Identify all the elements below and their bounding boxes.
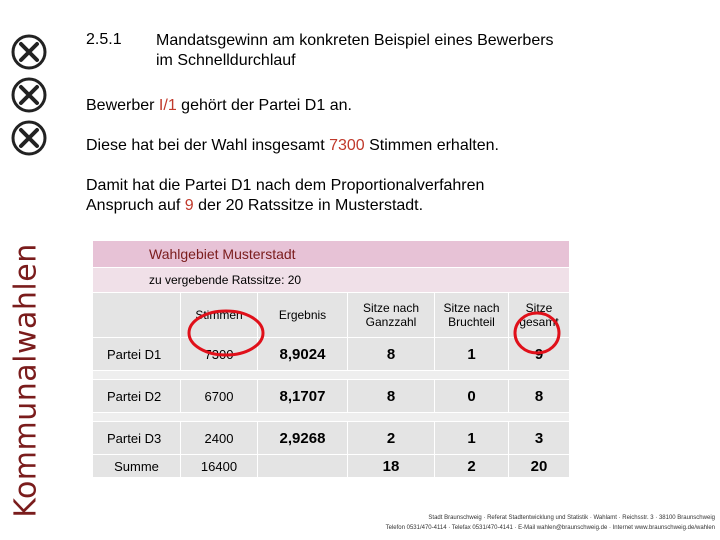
- col-header-ergebnis: Ergebnis: [278, 308, 327, 322]
- summe-stimmen: 16400: [181, 455, 258, 478]
- ergebnis-value: 2,9268: [258, 422, 348, 455]
- section-title-line2: im Schnelldurchlauf: [156, 52, 296, 69]
- stimmen-value: 6700: [181, 380, 258, 413]
- col-header-ganzzahl-l1: Sitze nach: [362, 301, 420, 315]
- ganzzahl-value: 8: [348, 338, 435, 371]
- para1-highlight: I/1: [158, 97, 177, 114]
- bruchteil-value: 0: [435, 380, 509, 413]
- col-header-stimmen: Stimmen: [195, 308, 243, 322]
- vertical-title: Kommunalwahlen: [8, 242, 44, 518]
- col-header-ganzzahl-l2: Ganzzahl: [365, 315, 417, 329]
- summe-ganzzahl: 18: [348, 455, 435, 478]
- party-name: Partei D1: [93, 338, 181, 371]
- stimmen-value: 7300: [181, 338, 258, 371]
- gesamt-value: 9: [509, 338, 570, 371]
- stimmen-value: 2400: [181, 422, 258, 455]
- section-number: 2.5.1: [86, 31, 122, 48]
- para2-highlight: 7300: [329, 137, 365, 154]
- para2-prefix: Diese hat bei der Wahl insgesamt: [86, 137, 330, 154]
- stimmen-highlight-circle: [189, 311, 263, 355]
- ergebnis-value: 8,1707: [258, 380, 348, 413]
- para3-line1: Damit hat die Partei D1 nach dem Proportionalverfahren: [86, 177, 485, 194]
- ergebnis-value: 8,9024: [258, 338, 348, 371]
- col-header-gesamt-l1: Sitze: [525, 301, 553, 315]
- bruchteil-value: 1: [435, 422, 509, 455]
- col-header-gesamt-l2: gesamt: [519, 315, 559, 329]
- bruchteil-value: 1: [435, 338, 509, 371]
- col-header-bruchteil-l2: Bruchteil: [448, 315, 495, 329]
- footer-line2: Telefon 0531/470-4114 · Telefax 0531/470-4141 · E-Mail wahlen@braunschweig.de · Internet www.braunschweig.de/wahlen: [385, 525, 715, 531]
- gesamt-value: 8: [509, 380, 570, 413]
- summe-label: Summe: [93, 455, 181, 478]
- para3-highlight: 9: [184, 197, 194, 214]
- gesamt-value: 3: [509, 422, 570, 455]
- summe-bruchteil: 2: [435, 455, 509, 478]
- para1-prefix: Bewerber: [86, 97, 159, 114]
- footer: [360, 513, 715, 533]
- table-subtitle: zu vergebende Ratssitze: 20: [93, 268, 570, 293]
- table-title: Wahlgebiet Musterstadt: [93, 241, 570, 268]
- summe-gesamt: 20: [509, 455, 570, 478]
- para2-suffix: Stimmen erhalten.: [364, 137, 499, 154]
- party-name: Partei D3: [93, 422, 181, 455]
- gesamt-highlight-circle: [515, 313, 559, 353]
- party-name: Partei D2: [93, 380, 181, 413]
- para3-suffix: der 20 Ratssitze in Musterstadt.: [193, 197, 424, 214]
- ganzzahl-value: 2: [348, 422, 435, 455]
- footer-line1: Stadt Braunschweig · Referat Stadtentwicklung und Statistik · Wahlamt · Reichsstr. 3 · 38100 Braunschweig: [428, 515, 715, 521]
- para3-prefix: Anspruch auf: [86, 197, 185, 214]
- ganzzahl-value: 8: [348, 380, 435, 413]
- para1-suffix: gehört der Partei D1 an.: [176, 97, 352, 114]
- section-title-line1: Mandatsgewinn am konkreten Beispiel eines Bewerbers: [156, 32, 554, 49]
- col-header-bruchteil-l1: Sitze nach: [443, 301, 500, 315]
